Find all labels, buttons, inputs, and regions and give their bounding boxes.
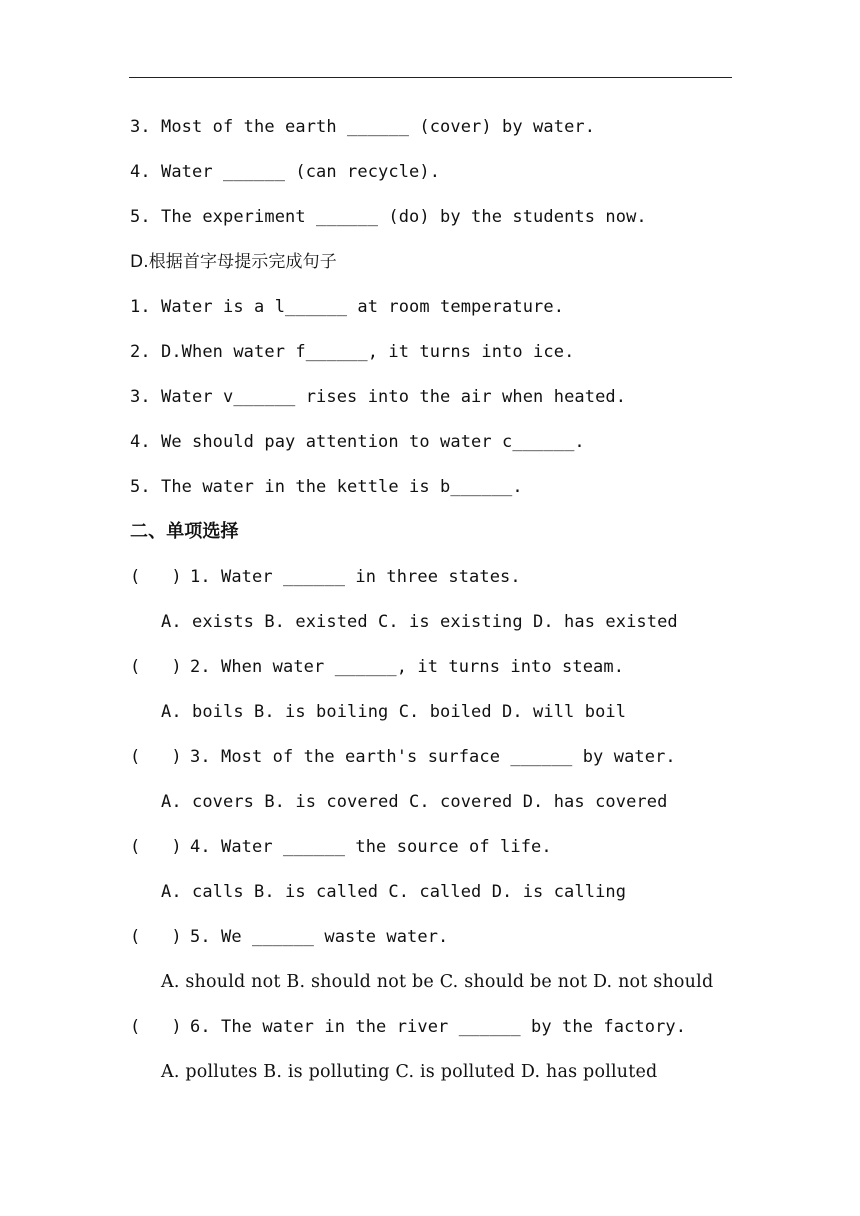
section-c-item-5: 5. The experiment ______ (do) by the students now. (130, 207, 647, 227)
section-d-title: D.根据首字母提示完成句子 (130, 252, 337, 272)
question-6-options: A. pollutes B. is polluting C. is polluted D. has polluted (161, 1062, 658, 1082)
question-1 (130, 566, 521, 588)
question-stem: 1. Water ______ in three states. (190, 567, 521, 587)
question-3-options: A. covers B. is covered C. covered D. has covered (161, 792, 668, 812)
section-d-item-1: 1. Water is a l______ at room temperature. (130, 297, 565, 317)
section-2-title: 二、单项选择 (130, 521, 239, 542)
question-stem: 6. The water in the river ______ by the factory. (190, 1017, 687, 1037)
section-d-item-5: 5. The water in the kettle is b______. (130, 477, 523, 497)
question-2-options: A. boils B. is boiling C. boiled D. will boil (161, 702, 627, 722)
header-rule (129, 77, 732, 78)
question-stem: 2. When water ______, it turns into steam. (190, 657, 625, 677)
answer-blank[interactable]: ( ) (130, 837, 182, 857)
question-5-options: A. should not B. should not be C. should be not D. not should (161, 972, 714, 992)
question-6 (130, 1016, 686, 1038)
section-d-item-3: 3. Water v______ rises into the air when heated. (130, 387, 627, 407)
question-4-options: A. calls B. is called C. called D. is calling (161, 882, 627, 902)
question-stem: 3. Most of the earth's surface ______ by water. (190, 747, 676, 767)
question-2 (130, 656, 624, 678)
answer-blank[interactable]: ( ) (130, 747, 182, 767)
question-1-options: A. exists B. existed C. is existing D. has existed (161, 612, 678, 632)
question-3 (130, 746, 676, 768)
question-4 (130, 836, 552, 858)
question-5 (130, 926, 448, 948)
question-stem: 4. Water ______ the source of life. (190, 837, 552, 857)
question-stem: 5. We ______ waste water. (190, 927, 449, 947)
section-c-item-3: 3. Most of the earth ______ (cover) by water. (130, 117, 596, 137)
section-c-item-4: 4. Water ______ (can recycle). (130, 162, 441, 182)
answer-blank[interactable]: ( ) (130, 567, 182, 587)
section-d-item-2: 2. D.When water f______, it turns into ice. (130, 342, 575, 362)
section-d-item-4: 4. We should pay attention to water c______. (130, 432, 585, 452)
answer-blank[interactable]: ( ) (130, 927, 182, 947)
answer-blank[interactable]: ( ) (130, 1017, 182, 1037)
answer-blank[interactable]: ( ) (130, 657, 182, 677)
